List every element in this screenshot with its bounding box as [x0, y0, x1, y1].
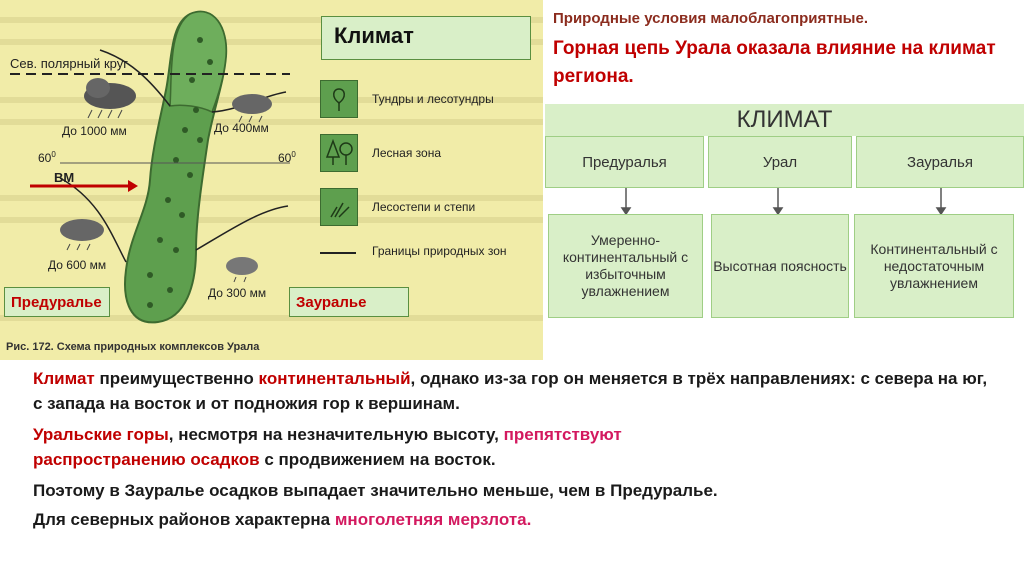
steppe-icon: [320, 188, 358, 226]
cloud-icon-sw: [60, 219, 104, 250]
cloud-icon-nw: [84, 78, 136, 118]
precip-nw-label: До 1000 мм: [62, 124, 127, 138]
legend-item-borders: [320, 244, 540, 280]
arctic-circle-label: Сев. полярный круг: [10, 56, 128, 71]
ural-map: [0, 0, 543, 360]
forest-icon: [320, 134, 358, 172]
header-line-1: Природные условия малоблагоприятные.: [553, 10, 868, 27]
wind-label: ВМ: [54, 170, 75, 185]
legend-label-forest: Лесная зона: [372, 146, 442, 160]
parallel-right-label: $60^0$: [278, 150, 296, 165]
scheme-header-zauralye: Зауралья: [856, 136, 1024, 188]
tundra-icon: [320, 80, 358, 118]
scheme-header-preduralye: Предуралья: [545, 136, 704, 188]
legend-title: Климат: [334, 23, 414, 48]
paragraph-4: Для северных районов характерна многолетняя мерзлота.: [33, 510, 532, 529]
precip-ne-label: До 400мм: [214, 121, 269, 135]
header-line-2: Горная цепь Урала оказала влияние на климат региона.: [553, 38, 996, 87]
legend-label-borders: Границы природных зон: [372, 244, 507, 258]
legend-item-steppe: [320, 188, 540, 224]
region-label-right: Зауралье: [289, 287, 409, 317]
precip-se-label: До 300 мм: [208, 286, 267, 300]
paragraph-3: Поэтому в Зауралье осадков выпадает значительно меньше, чем в Предуралье.: [33, 481, 718, 500]
parallel-left-label: $60^0$: [38, 150, 56, 165]
cloud-icon-ne: [232, 94, 272, 122]
wind-arrow-head: [128, 180, 138, 192]
map-caption: Рис. 172. Схема природных комплексов Урала: [6, 341, 260, 353]
legend-label-steppe: Лесостепи и степи: [372, 200, 476, 214]
scheme-title: КЛИМАТ: [736, 106, 833, 133]
cloud-icon-se: [226, 257, 258, 282]
legend-item-forest: [320, 134, 540, 170]
legend-title-box: [321, 16, 531, 60]
climate-scheme: [545, 104, 1024, 354]
body-text: [33, 366, 993, 532]
paragraph-2: Уральские горы, несмотря на незначительную высоту, препятствуют распространению осадков с продвижением на восток.: [33, 425, 622, 469]
border-line-icon: [320, 252, 356, 254]
scheme-detail-preduralye: Умеренно-континентальный с избыточным увлажнением: [548, 214, 703, 318]
paragraph-1: Климат преимущественно континентальный, однако из-за гор он меняется в трёх направлениях: с севера на юг, с запада на восток и от подножия гор к вершинам.: [33, 369, 988, 413]
scheme-detail-zauralye: Континентальный с недостаточным увлажнением: [854, 214, 1014, 318]
scheme-header-ural: Урал: [708, 136, 852, 188]
region-label-left: Предуралье: [4, 287, 110, 317]
scheme-title-bar: [545, 104, 1024, 136]
precip-sw-label: До 600 мм: [48, 258, 107, 272]
scheme-detail-ural: Высотная поясность: [711, 214, 849, 318]
legend-item-tundra: [320, 80, 540, 116]
legend-label-tundra: Тундры и лесотундры: [372, 92, 494, 106]
